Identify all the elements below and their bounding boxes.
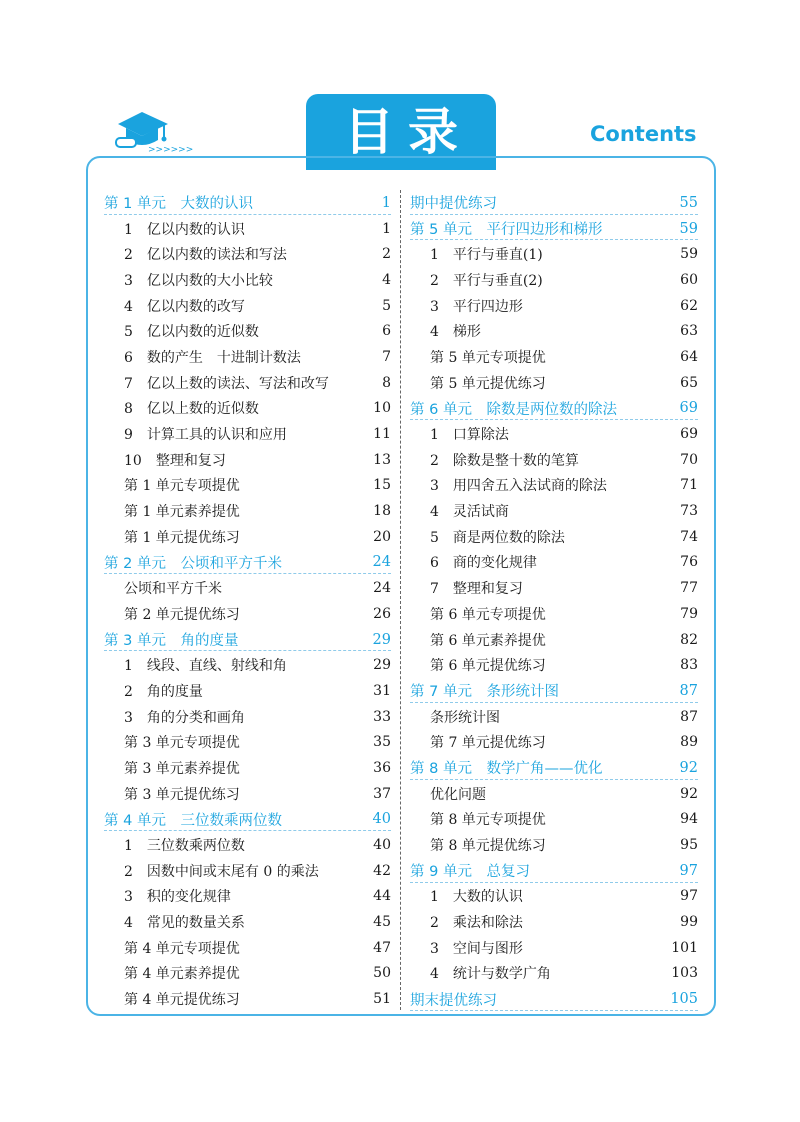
toc-entry-title: 5 商是两位数的除法 [430,529,565,546]
toc-page-number: 6 [382,323,391,340]
toc-entry-title: 6 数的产生 十进制计数法 [124,349,301,366]
toc-entry-title: 1 亿以内数的认识 [124,221,245,238]
toc-entry-row[interactable] [410,421,698,447]
toc-entry-title: 3 角的分类和画角 [124,709,245,726]
toc-entry-title: 第 3 单元提优练习 [124,786,240,803]
toc-entry-title: 第 7 单元提优练习 [430,735,546,752]
toc-entry-title: 第 5 单元专项提优 [430,349,546,366]
toc-entry-row[interactable] [104,267,391,293]
toc-page-number: 105 [670,991,698,1008]
toc-entry-title: 第 8 单元 数学广角——优化 [410,761,603,778]
toc-page-number: 97 [680,888,698,905]
toc-entry-row[interactable] [104,961,391,987]
toc-entry-title: 2 除数是整十数的笔算 [430,452,579,469]
toc-page-number: 18 [373,503,391,520]
toc-entry-row[interactable] [104,935,391,961]
toc-entry-row[interactable] [410,909,698,935]
toc-entry-title: 3 积的变化规律 [124,889,231,906]
toc-entry-title: 优化问题 [430,786,486,803]
toc-entry-row[interactable] [104,318,391,344]
toc-page-number: 99 [680,914,698,931]
toc-page-number: 11 [373,426,391,443]
toc-entry-row[interactable] [410,652,698,678]
toc-entry-title: 10 整理和复习 [124,452,226,469]
toc-unit-row[interactable] [410,190,698,216]
toc-entry-row[interactable] [410,575,698,601]
toc-page-number: 42 [373,862,391,879]
toc-entry-title: 4 常见的数量关系 [124,915,245,932]
toc-entry-title: 3 平行四边形 [430,298,523,315]
toc-entry-title: 7 亿以上数的读法、写法和改写 [124,375,329,392]
toc-page-number: 69 [679,400,698,417]
toc-page-number: 92 [680,785,698,802]
toc-entry-row[interactable] [410,473,698,499]
toc-entry-title: 1 口算除法 [430,427,509,444]
toc-entry-row[interactable] [410,832,698,858]
toc-entry-title: 8 亿以上数的近似数 [124,401,259,418]
toc-page-number: 35 [373,734,391,751]
toc-page-number: 4 [382,271,391,288]
toc-page-number: 1 [381,194,391,211]
toc-left-column [104,190,391,1012]
toc-entry-title: 2 亿以内数的读法和写法 [124,247,287,264]
toc-page-number: 13 [373,451,391,468]
toc-entry-title: 第 3 单元 角的度量 [104,633,239,650]
toc-entry-title: 第 1 单元专项提优 [124,478,240,495]
toc-entry-title: 第 1 单元素养提优 [124,504,240,521]
toc-unit-row[interactable] [410,755,698,781]
toc-unit-row[interactable] [104,550,391,576]
toc-entry-title: 4 亿以内数的改写 [124,298,245,315]
toc-entry-title: 3 亿以内数的大小比较 [124,272,273,289]
toc-entry-row[interactable] [410,447,698,473]
toc-page-number: 44 [373,888,391,905]
toc-page-number: 2 [382,246,391,263]
toc-entry-row[interactable] [104,986,391,1012]
toc-entry-title: 第 8 单元提优练习 [430,838,546,855]
toc-entry-title: 3 用四舍五入法试商的除法 [430,478,607,495]
toc-page-number: 24 [373,580,391,597]
toc-entry-row[interactable] [410,704,698,730]
toc-entry-row[interactable] [104,370,391,396]
toc-entry-row[interactable] [104,832,391,858]
toc-page-number: 60 [680,271,698,288]
toc-entry-row[interactable] [410,550,698,576]
toc-entry-row[interactable] [410,935,698,961]
toc-page-number: 45 [373,914,391,931]
toc-unit-row[interactable] [104,627,391,653]
toc-entry-row[interactable] [410,807,698,833]
toc-entry-title: 1 三位数乘两位数 [124,838,245,855]
toc-unit-row[interactable] [410,216,698,242]
toc-page-number: 7 [382,348,391,365]
toc-page-number: 92 [679,759,698,776]
toc-entry-row[interactable] [410,267,698,293]
toc-page-number: 62 [680,297,698,314]
toc-entry-title: 4 统计与数学广角 [430,966,551,983]
toc-entry-title: 2 乘法和除法 [430,915,523,932]
toc-entry-row[interactable] [104,601,391,627]
toc-entry-row[interactable] [104,396,391,422]
toc-entry-row[interactable] [104,344,391,370]
toc-page-number: 79 [680,605,698,622]
toc-page-number: 55 [679,194,698,211]
toc-entry-title: 6 商的变化规律 [430,555,537,572]
toc-entry-title: 第 7 单元 条形统计图 [410,684,559,701]
toc-entry-title: 第 6 单元专项提优 [430,606,546,623]
toc-page-number: 63 [680,323,698,340]
toc-page-number: 36 [373,759,391,776]
toc-page-number: 8 [382,374,391,391]
toc-entry-title: 第 5 单元 平行四边形和梯形 [410,222,603,239]
toc-page-number: 10 [373,400,391,417]
toc-entry-title: 第 6 单元素养提优 [430,632,546,649]
toc-entry-row[interactable] [104,241,391,267]
svg-text:>>>>>>: >>>>>> [148,145,194,155]
toc-page-number: 26 [373,605,391,622]
toc-entry-title: 1 大数的认识 [430,889,523,906]
toc-entry-row[interactable] [410,370,698,396]
page-title: 目录 [344,103,472,161]
toc-page-number: 73 [680,503,698,520]
toc-entry-title: 4 梯形 [430,324,481,341]
toc-page-number: 59 [679,220,698,237]
toc-entry-row[interactable] [104,447,391,473]
toc-entry-title: 第 4 单元 三位数乘两位数 [104,812,282,829]
toc-entry-row[interactable] [410,961,698,987]
toc-page-number: 40 [372,811,391,828]
toc-entry-title: 7 整理和复习 [430,581,523,598]
toc-entry-title: 1 线段、直线、射线和角 [124,658,287,675]
toc-page-number: 69 [680,426,698,443]
toc-entry-row[interactable] [410,884,698,910]
toc-entry-row[interactable] [104,421,391,447]
toc-entry-title: 第 2 单元提优练习 [124,606,240,623]
toc-entry-title: 第 6 单元提优练习 [430,658,546,675]
toc-entry-title: 第 9 单元 总复习 [410,864,530,881]
toc-entry-row[interactable] [410,627,698,653]
toc-entry-row[interactable] [104,909,391,935]
toc-page-number: 51 [373,991,391,1008]
toc-page-number: 103 [671,965,698,982]
toc-entry-title: 3 空间与图形 [430,940,523,957]
toc-entry-title: 9 计算工具的认识和应用 [124,427,287,444]
toc-entry-title: 条形统计图 [430,709,500,726]
toc-entry-row[interactable] [104,216,391,242]
toc-entry-title: 第 4 单元专项提优 [124,940,240,957]
toc-page-number: 70 [680,451,698,468]
toc-page-number: 89 [680,734,698,751]
toc-entry-row[interactable] [104,678,391,704]
toc-entry-row[interactable] [104,704,391,730]
toc-page-number: 95 [680,837,698,854]
toc-entry-title: 第 1 单元提优练习 [124,529,240,546]
toc-page-number: 15 [373,477,391,494]
toc-page-number: 87 [679,682,698,699]
toc-page-number: 1 [382,220,391,237]
toc-entry-row[interactable] [104,575,391,601]
toc-page-number: 97 [679,862,698,879]
toc-entry-title: 4 灵活试商 [430,504,509,521]
toc-page-number: 82 [680,631,698,648]
toc-unit-row[interactable] [104,807,391,833]
toc-entry-title: 第 8 单元专项提优 [430,812,546,829]
toc-entry-title: 5 亿以内数的近似数 [124,324,259,341]
toc-page-number: 64 [680,348,698,365]
toc-entry-row[interactable] [104,729,391,755]
toc-unit-row[interactable] [410,678,698,704]
toc-entry-row[interactable] [104,473,391,499]
toc-page-number: 76 [680,554,698,571]
toc-page-number: 74 [680,528,698,545]
toc-unit-row[interactable] [410,858,698,884]
toc-entry-row[interactable] [104,498,391,524]
toc-page-number: 24 [372,554,391,571]
graduation-cap-icon [112,108,194,156]
toc-entry-title: 2 平行与垂直(2) [430,272,543,289]
toc-entry-title: 公顷和平方千米 [124,581,222,598]
toc-page-number: 40 [373,837,391,854]
toc-entry-title: 第 6 单元 除数是两位数的除法 [410,401,617,418]
toc-page-number: 83 [680,657,698,674]
toc-page-number: 94 [680,811,698,828]
toc-entry-row[interactable] [410,781,698,807]
toc-entry-title: 第 3 单元专项提优 [124,735,240,752]
toc-entry-title: 期中提优练习 [410,196,497,213]
toc-page-number: 101 [671,939,698,956]
toc-page-number: 47 [373,939,391,956]
toc-entry-row[interactable] [410,498,698,524]
toc-entry-row[interactable] [104,858,391,884]
toc-page-number: 87 [680,708,698,725]
toc-entry-title: 第 2 单元 公顷和平方千米 [104,555,282,572]
page-subtitle: Contents [590,122,697,146]
toc-entry-row[interactable] [410,241,698,267]
toc-page-number: 37 [373,785,391,802]
toc-page-number: 33 [373,708,391,725]
toc-entry-title: 1 平行与垂直(1) [430,247,543,264]
toc-page-number: 77 [680,580,698,597]
column-divider [400,190,401,1010]
toc-page-number: 20 [373,528,391,545]
toc-unit-row[interactable] [410,986,698,1012]
toc-entry-title: 第 3 单元素养提优 [124,760,240,777]
toc-entry-row[interactable] [410,601,698,627]
toc-entry-row[interactable] [410,293,698,319]
toc-page-number: 71 [680,477,698,494]
toc-unit-row[interactable] [410,396,698,422]
toc-entry-title: 第 4 单元提优练习 [124,992,240,1009]
toc-right-column [410,190,698,1012]
toc-entry-title: 2 因数中间或末尾有 0 的乘法 [124,863,319,880]
toc-page-number: 29 [373,657,391,674]
toc-entry-row[interactable] [104,884,391,910]
toc-entry-row[interactable] [104,524,391,550]
toc-entry-title: 第 1 单元 大数的认识 [104,196,253,213]
toc-entry-row[interactable] [410,524,698,550]
toc-entry-row[interactable] [104,293,391,319]
toc-entry-row[interactable] [410,318,698,344]
toc-entry-row[interactable] [410,344,698,370]
toc-entry-row[interactable] [104,652,391,678]
toc-page-number: 5 [382,297,391,314]
toc-page-number: 65 [680,374,698,391]
toc-entry-title: 期末提优练习 [410,992,497,1009]
toc-entry-row[interactable] [104,755,391,781]
toc-entry-title: 第 5 单元提优练习 [430,375,546,392]
toc-entry-row[interactable] [104,781,391,807]
toc-page-number: 31 [373,682,391,699]
toc-entry-row[interactable] [410,729,698,755]
toc-page-number: 59 [680,246,698,263]
toc-entry-title: 2 角的度量 [124,683,203,700]
toc-entry-title: 第 4 单元素养提优 [124,966,240,983]
toc-page-number: 50 [373,965,391,982]
toc-unit-row[interactable] [104,190,391,216]
toc-page-number: 29 [372,631,391,648]
